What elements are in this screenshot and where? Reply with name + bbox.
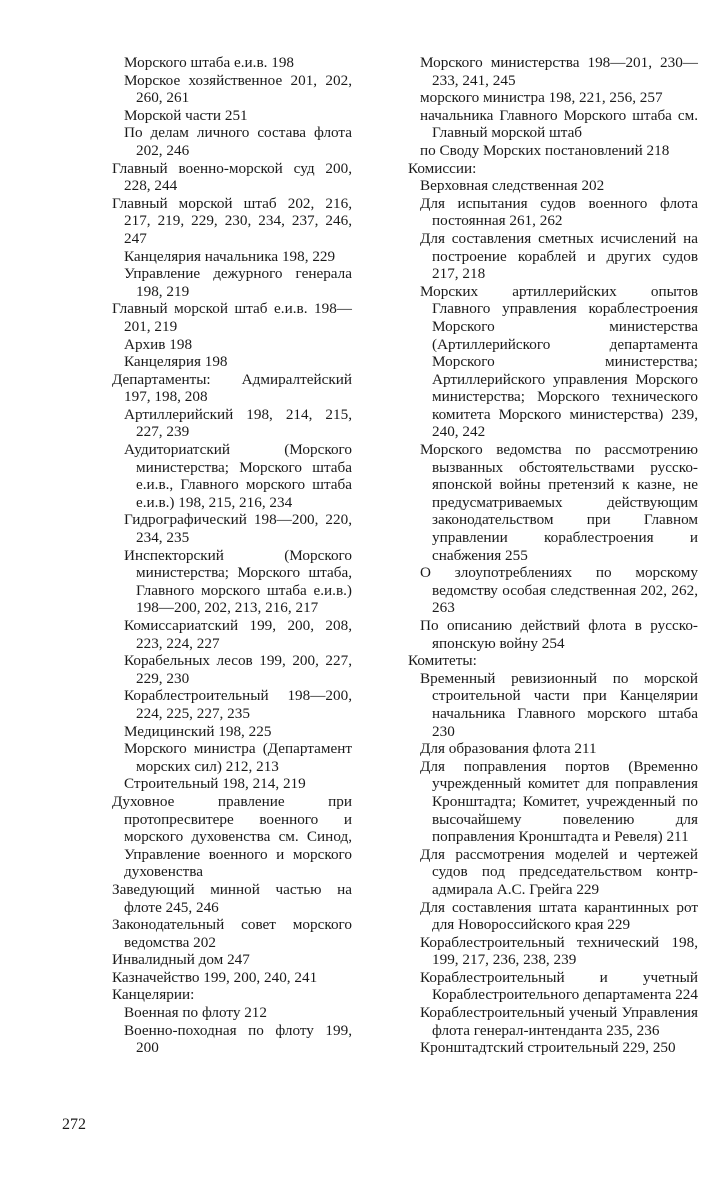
index-entry: Духовное правление при протопресвитере военного и морского духовенства см. Синод, Управление военного и морского духовенства xyxy=(112,792,352,881)
index-entry: Верховная следственная 202 xyxy=(420,177,605,195)
index-entry: Для рассмотрения моделей и чертежей судов под председательством контр-адмирала А.С. Грейга 229 xyxy=(420,845,698,898)
index-entry: по Своду Морских постановлений 218 xyxy=(420,141,670,159)
index-entry: Комиссариатский 199, 200, 208, 223, 224, 227 xyxy=(124,617,352,652)
index-entry: Строительный 198, 214, 219 xyxy=(124,775,306,793)
index-entry: Морских артиллерийских опытов Главного управления кораблестроения Морского министерства (Артиллерийского департамента Морского министерства; Артиллерийского управления Морского министерства; Морского технического комитета Морского министерства) 239, 240, 242 xyxy=(420,282,698,441)
index-entry: Военная по флоту 212 xyxy=(124,1004,267,1022)
index-entry: Для испытания судов военного флота постоянная 261, 262 xyxy=(420,194,698,230)
index-entry: Гидрографический 198—200, 220, 234, 235 xyxy=(124,511,352,547)
index-entry: Инспекторский (Морского министерства; Морского штаба, Главного морского штаба е.и.в.) 198—200, 202, 213, 216, 217 xyxy=(124,546,352,617)
index-entry: Медицинский 198, 225 xyxy=(124,722,272,740)
index-entry: морского министра 198, 221, 256, 257 xyxy=(420,89,663,107)
index-entry: Инвалидный дом 247 xyxy=(112,951,250,969)
index-entry: Кораблестроительный и учетный Кораблестроительного департамента 224 xyxy=(420,968,698,1004)
index-entry: Для образования флота 211 xyxy=(420,740,597,758)
index-entry: Аудиториатский (Морского министерства; Морского штаба е.и.в., Главного морского штаба е.и.в.) 198, 215, 216, 234 xyxy=(124,441,352,511)
index-entry: Законодательный совет морского ведомства 202 xyxy=(112,916,352,951)
index-entry: Морского министерства 198—201, 230—233, 241, 245 xyxy=(420,54,698,89)
index-entry: Морское хозяйственное 201, 202, 260, 261 xyxy=(124,71,352,107)
page-number: 272 xyxy=(62,1116,86,1133)
index-entry: Корабельных лесов 199, 200, 227, 229, 230 xyxy=(124,652,352,687)
index-entry: О злоупотреблениях по морскому ведомству особая следственная 202, 262, 263 xyxy=(420,564,698,617)
index-entry: Архив 198 xyxy=(124,335,193,353)
index-entry: Комиссии: xyxy=(408,159,477,177)
index-entry: Главный военно-морской суд 200, 228, 244 xyxy=(112,159,352,195)
index-entry: По описанию действий флота в русско-японскую войну 254 xyxy=(420,617,698,652)
index-entry: Кораблестроительный технический 198, 199, 217, 236, 238, 239 xyxy=(420,933,698,969)
index-column-right xyxy=(408,54,698,1057)
index-entry: Канцелярия начальника 198, 229 xyxy=(124,247,336,265)
index-entry: Казначейство 199, 200, 240, 241 xyxy=(112,968,318,986)
index-entry: начальника Главного Морского штаба см. Главный морской штаб xyxy=(420,106,698,142)
index-entry: Департаменты: Адмиралтейский 197, 198, 208 xyxy=(112,370,352,406)
index-column-left xyxy=(112,54,352,1057)
index-entry: Комитеты: xyxy=(408,652,477,670)
index-entry: Для составления штата карантинных рот для Новороссийского края 229 xyxy=(420,898,698,934)
index-entry: Канцелярия 198 xyxy=(124,353,228,371)
index-entry: Заведующий минной частью на флоте 245, 246 xyxy=(112,880,352,916)
index-entry: Кораблестроительный 198—200, 224, 225, 227, 235 xyxy=(124,687,352,722)
index-entry: По делам личного состава флота 202, 246 xyxy=(124,124,352,159)
index-entry: Кораблестроительный ученый Управления флота генерал-интенданта 235, 236 xyxy=(420,1004,698,1039)
index-entry: Главный морской штаб 202, 216, 217, 219, 229, 230, 234, 237, 246, 247 xyxy=(112,194,352,247)
index-entry: Для поправления портов (Временно учрежденный комитет для поправления Кронштадта; Комитет, учрежденный по высочайшему повелению для поправления Кронштадта и Ревеля) 211 xyxy=(420,757,698,846)
index-entry: Кронштадтский строительный 229, 250 xyxy=(420,1039,676,1057)
index-entry: Управление дежурного генерала 198, 219 xyxy=(124,265,352,300)
index-entry: Временный ревизионный по морской строительной части при Канцелярии начальника Главного морского штаба 230 xyxy=(420,669,698,740)
index-entry: Военно-походная по флоту 199, 200 xyxy=(124,1021,352,1057)
index-entry: Главный морской штаб е.и.в. 198—201, 219 xyxy=(112,300,352,335)
index-entry: Морской части 251 xyxy=(124,106,248,124)
index-entry: Морского министра (Департамент морских сил) 212, 213 xyxy=(124,740,352,775)
index-entry: Канцелярии: xyxy=(112,986,195,1004)
index-entry: Для составления сметных исчислений на построение кораблей и других судов 217, 218 xyxy=(420,229,698,283)
index-entry: Морского ведомства по рассмотрению вызванных обстоятельствами русско-японской войны претензий к казне, не предусматриваемых действующим законодательством при Главном управлении кораблестроения и снабжения 255 xyxy=(420,441,698,564)
index-entry: Морского штаба е.и.в. 198 xyxy=(124,54,295,71)
index-entry: Артиллерийский 198, 214, 215, 227, 239 xyxy=(124,405,352,441)
